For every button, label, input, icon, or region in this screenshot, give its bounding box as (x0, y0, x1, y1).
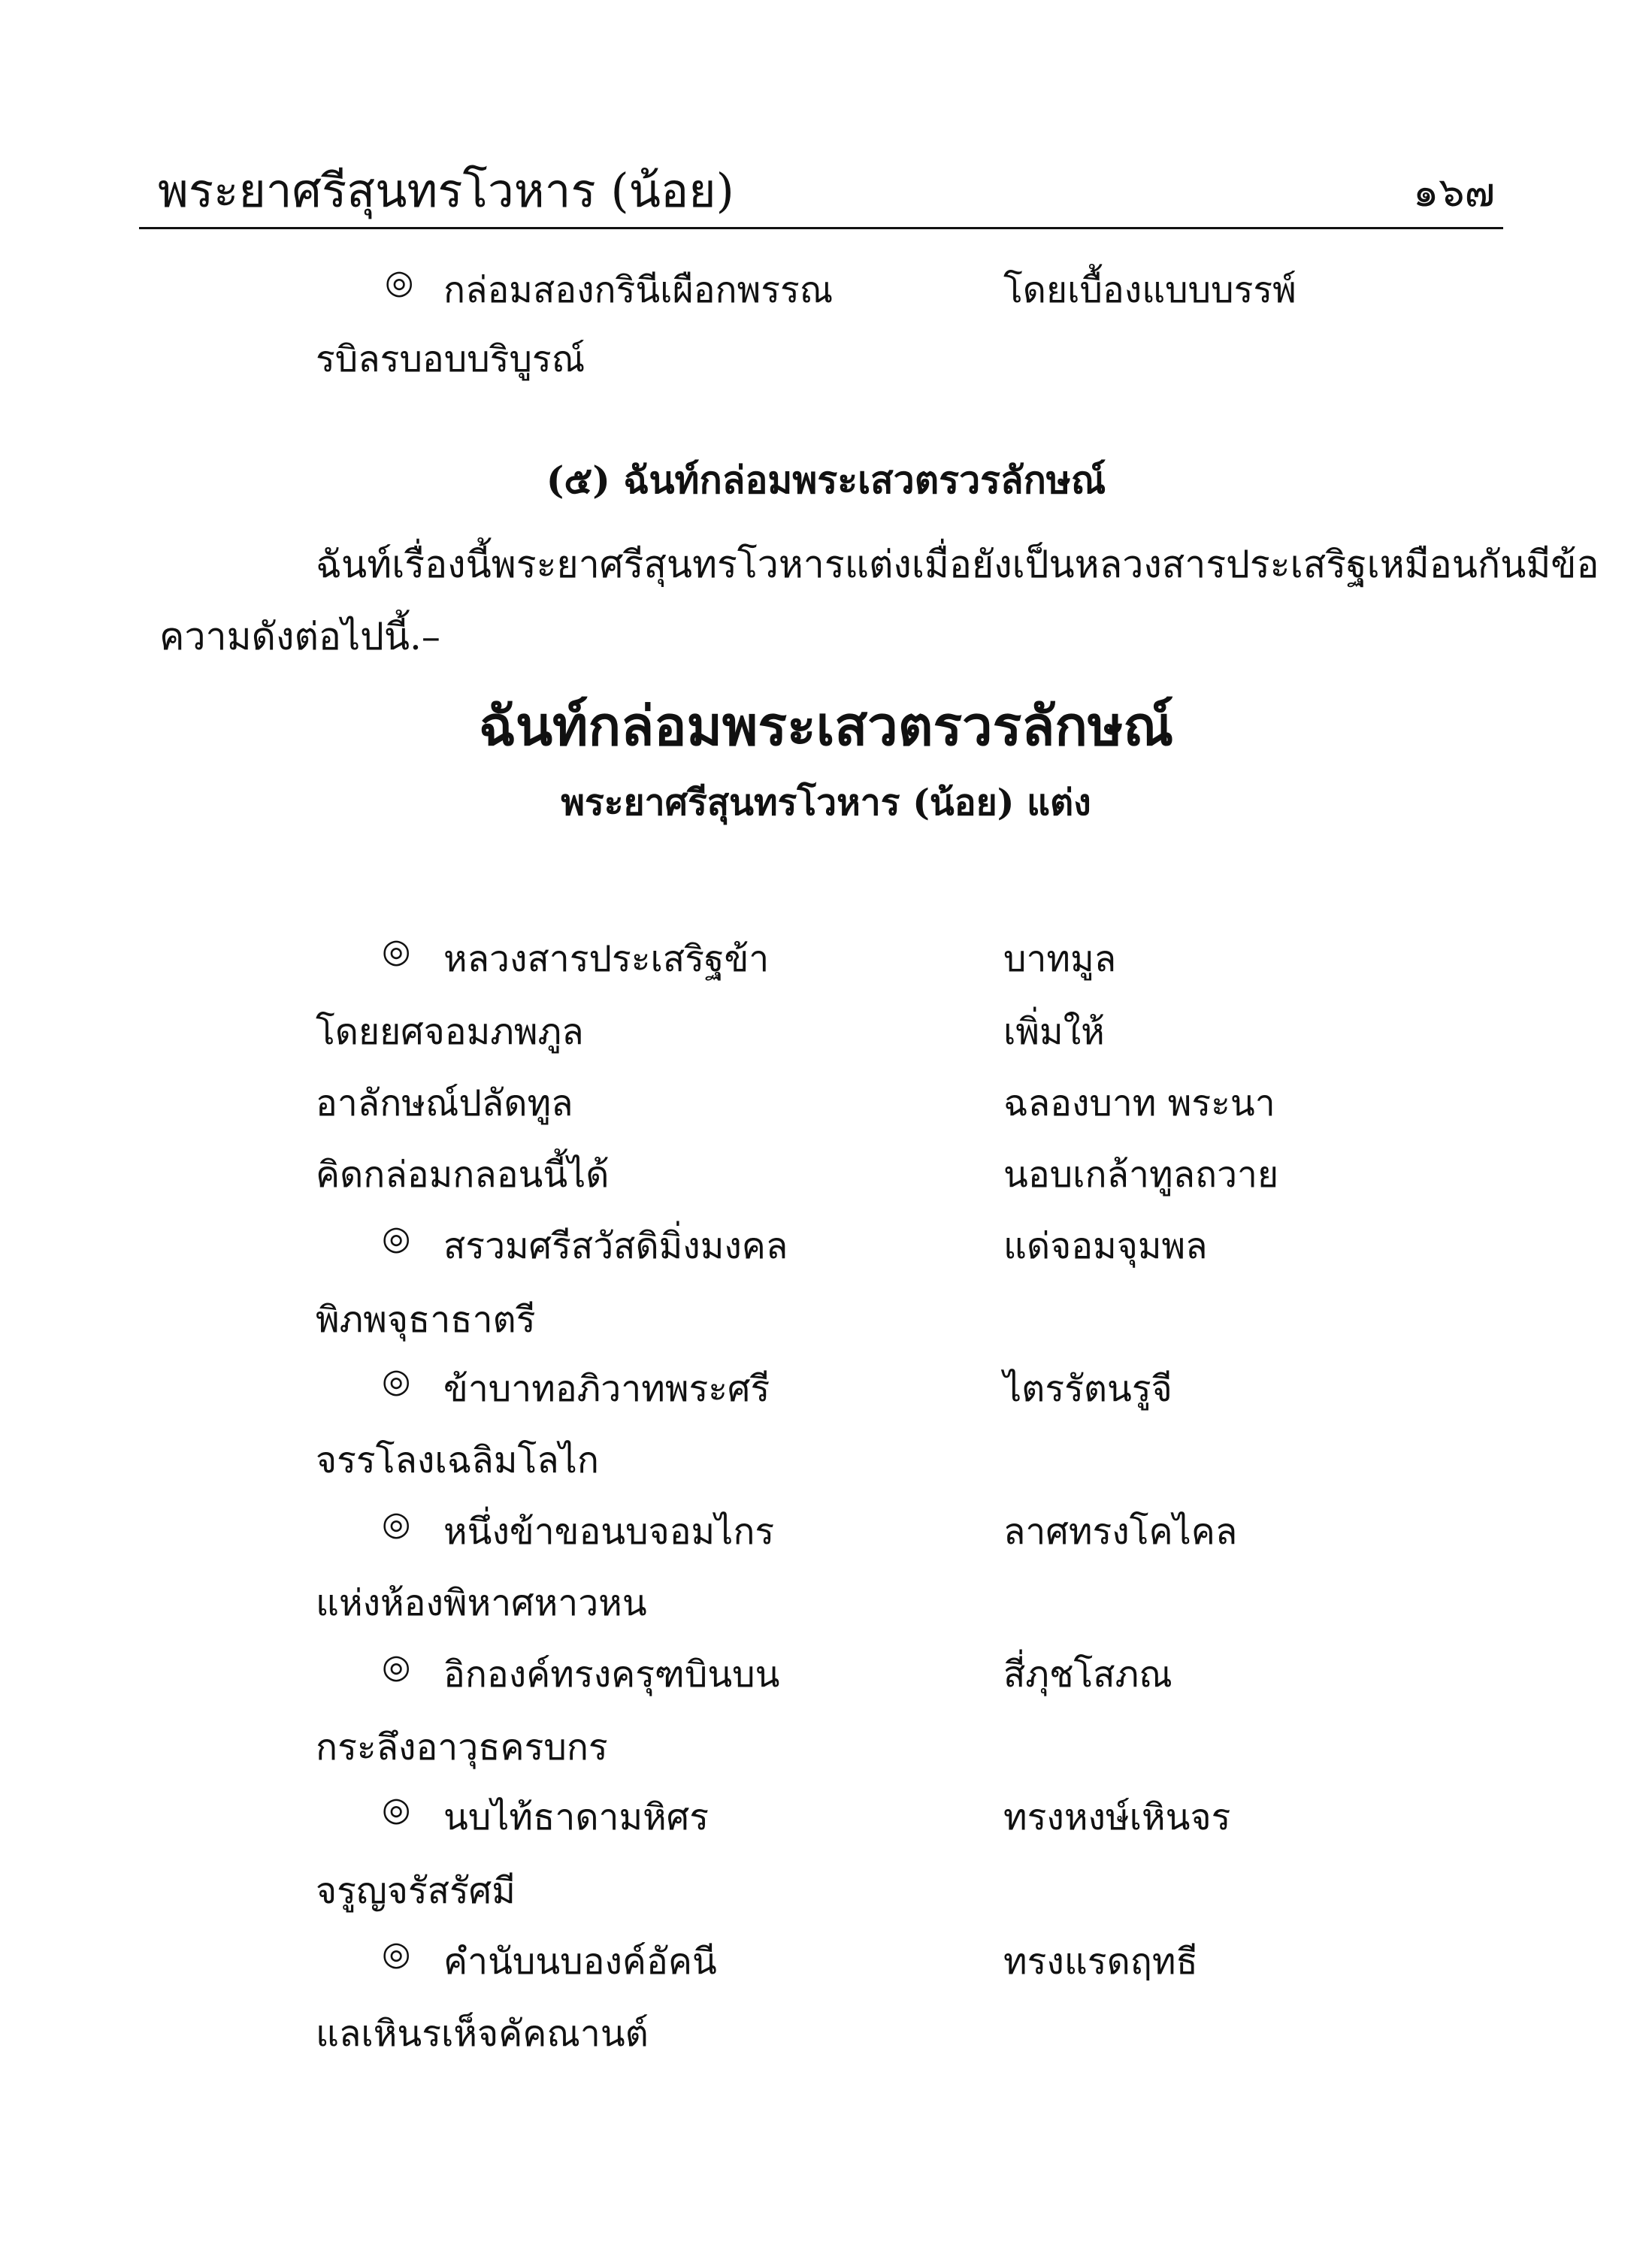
verse-marker: ◎ (382, 1647, 411, 1686)
verse-left: กระลึงอาวุธครบกร (316, 1726, 608, 1768)
verse-right: ไตรรัตนรูจี (1003, 1368, 1172, 1410)
poem-title: ฉันท์กล่อมพระเสวตรวรลักษณ์ (478, 694, 1174, 758)
verse-left: โดยยศจอมภพภูล (316, 1011, 584, 1053)
verse-marker: ◎ (385, 263, 414, 301)
verse-marker: ◎ (382, 1362, 411, 1400)
verse-marker: ◎ (382, 932, 411, 970)
verse-right: สี่ภุชโสภณ (1003, 1653, 1172, 1696)
verse-left: อิกองค์ทรงครุฑบินบน (443, 1653, 780, 1696)
poem-author: พระยาศรีสุนทรโวหาร (น้อย) แต่ง (561, 782, 1091, 824)
verse-right: แด่จอมจุมพล (1003, 1225, 1208, 1267)
verse-left: หนึ่งข้าขอนบจอมไกร (443, 1511, 775, 1553)
verse-left: จรรโลงเฉลิมโลไก (316, 1439, 599, 1481)
running-title: พระยาศรีสุนทรโวหาร (น้อย) (158, 163, 734, 218)
verse-left: กล่อมสองกรินีเผือกพรรณ (443, 269, 834, 311)
verse-left: คำนับนบองค์อัคนี (443, 1941, 717, 1983)
header-rule (139, 227, 1503, 229)
verse-marker: ◎ (382, 1219, 411, 1257)
page-number: ๑๖๗ (1413, 168, 1496, 216)
verse-left: พิภพจุธาธาตรี (316, 1299, 536, 1341)
verse-left: ข้าบาทอภิวาทพระศรี (443, 1368, 770, 1410)
verse-right: ทรงแรดฤทธี (1003, 1941, 1198, 1983)
intro-line-2: ความดังต่อไปนี้.– (159, 615, 440, 658)
verse-left: อาลักษณ์ปลัดทูล (316, 1082, 573, 1124)
verse-left: จรูญจรัสรัศมี (316, 1870, 516, 1912)
verse-right: ลาศทรงโคไคล (1003, 1511, 1238, 1553)
verse-right: ทรงหงษ์เหินจร (1003, 1796, 1231, 1838)
verse-left: แห่งห้องพิหาศหาวหน (316, 1582, 647, 1624)
verse-marker: ◎ (382, 1505, 411, 1543)
verse-left: นบไท้ธาดามหิศร (443, 1796, 709, 1838)
verse-left: แลเหินรเห็จคัคณานต์ (316, 2013, 649, 2055)
verse-left: คิดกล่อมกลอนนี้ได้ (316, 1154, 610, 1196)
verse-right: ฉลองบาท พระนา (1003, 1082, 1275, 1124)
verse-marker: ◎ (382, 1790, 411, 1829)
verse-left: หลวงสารประเสริฐข้า (443, 938, 770, 980)
verse-right: เพิ่มให้ (1003, 1011, 1105, 1053)
verse-left: สรวมศรีสวัสดิมิ่งมงคล (443, 1225, 788, 1267)
verse-right: โดยเบื้องแบบบรรพ์ (1003, 269, 1296, 311)
verse-right: นอบเกล้าทูลถวาย (1003, 1154, 1279, 1196)
section-heading: (๕) ฉันท์กล่อมพระเสวตรวรลักษณ์ (546, 458, 1106, 502)
verse-right: บาทมูล (1003, 938, 1117, 980)
verse-marker: ◎ (382, 1935, 411, 1973)
intro-line-1: ฉันท์เรื่องนี้พระยาศรีสุนทรโวหารแต่งเมื่อยังเป็นหลวงสารประเสริฐเหมือนกันมีข้อ (316, 543, 1599, 586)
verse-continuation: รบิลรบอบบริบูรณ์ (316, 338, 585, 380)
